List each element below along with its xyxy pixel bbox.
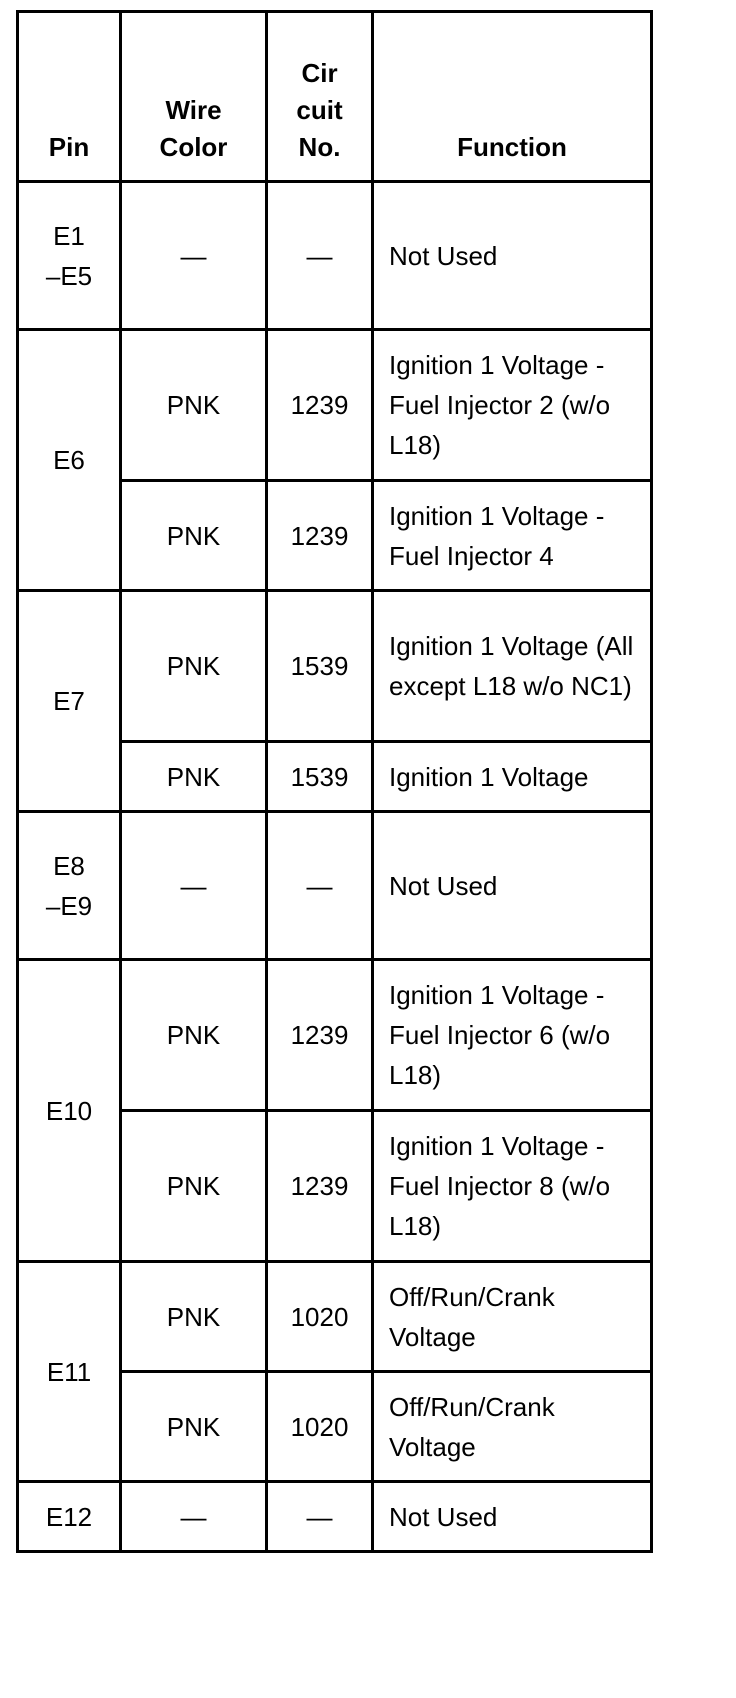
table-row	[18, 591, 652, 742]
circuit-cell: 1539	[267, 591, 373, 742]
connector-pinout-table	[16, 10, 653, 1553]
wire-color-cell: PNK	[121, 1262, 267, 1372]
circuit-cell: 1239	[267, 481, 373, 591]
circuit-cell: 1020	[267, 1262, 373, 1372]
wire-color-cell: PNK	[121, 1111, 267, 1262]
wire-color-cell: PNK	[121, 960, 267, 1111]
wire-color-cell: —	[121, 812, 267, 960]
function-cell: Ignition 1 Voltage - Fuel Injector 8 (w/o L18)	[373, 1111, 652, 1262]
circuit-cell: 1239	[267, 330, 373, 481]
circuit-cell: —	[267, 812, 373, 960]
pin-cell: E10	[18, 960, 121, 1262]
function-cell: Ignition 1 Voltage	[373, 742, 652, 812]
function-cell: Ignition 1 Voltage - Fuel Injector 2 (w/o L18)	[373, 330, 652, 481]
wire-color-cell: —	[121, 1482, 267, 1552]
function-cell: Ignition 1 Voltage (All except L18 w/o NC1)	[373, 591, 652, 742]
table-row	[18, 182, 652, 330]
header-wire-color: Wire Color	[121, 12, 267, 182]
circuit-cell: —	[267, 1482, 373, 1552]
circuit-cell: 1539	[267, 742, 373, 812]
pin-cell: E11	[18, 1262, 121, 1482]
header-circuit-no: Cir cuit No.	[267, 12, 373, 182]
wire-color-cell: PNK	[121, 591, 267, 742]
circuit-cell: —	[267, 182, 373, 330]
circuit-cell: 1239	[267, 1111, 373, 1262]
pin-cell: E8 –E9	[18, 812, 121, 960]
function-cell: Ignition 1 Voltage - Fuel Injector 4	[373, 481, 652, 591]
table-body	[18, 182, 652, 1552]
pin-cell: E1 –E5	[18, 182, 121, 330]
function-cell: Not Used	[373, 182, 652, 330]
function-cell: Not Used	[373, 1482, 652, 1552]
circuit-cell: 1020	[267, 1372, 373, 1482]
function-cell: Not Used	[373, 812, 652, 960]
header-function: Function	[373, 12, 652, 182]
function-cell: Ignition 1 Voltage - Fuel Injector 6 (w/o L18)	[373, 960, 652, 1111]
pin-cell: E7	[18, 591, 121, 812]
wire-color-cell: PNK	[121, 1372, 267, 1482]
table-row	[18, 330, 652, 481]
table-row	[18, 1262, 652, 1372]
circuit-cell: 1239	[267, 960, 373, 1111]
wire-color-cell: PNK	[121, 742, 267, 812]
wire-color-cell: —	[121, 182, 267, 330]
function-cell: Off/Run/Crank Voltage	[373, 1372, 652, 1482]
wire-color-cell: PNK	[121, 330, 267, 481]
wire-color-cell: PNK	[121, 481, 267, 591]
table-row	[18, 812, 652, 960]
function-cell: Off/Run/Crank Voltage	[373, 1262, 652, 1372]
pin-cell: E12	[18, 1482, 121, 1552]
header-pin: Pin	[18, 12, 121, 182]
table-header-row	[18, 12, 652, 182]
pin-cell: E6	[18, 330, 121, 591]
table-row	[18, 960, 652, 1111]
table-row	[18, 1482, 652, 1552]
